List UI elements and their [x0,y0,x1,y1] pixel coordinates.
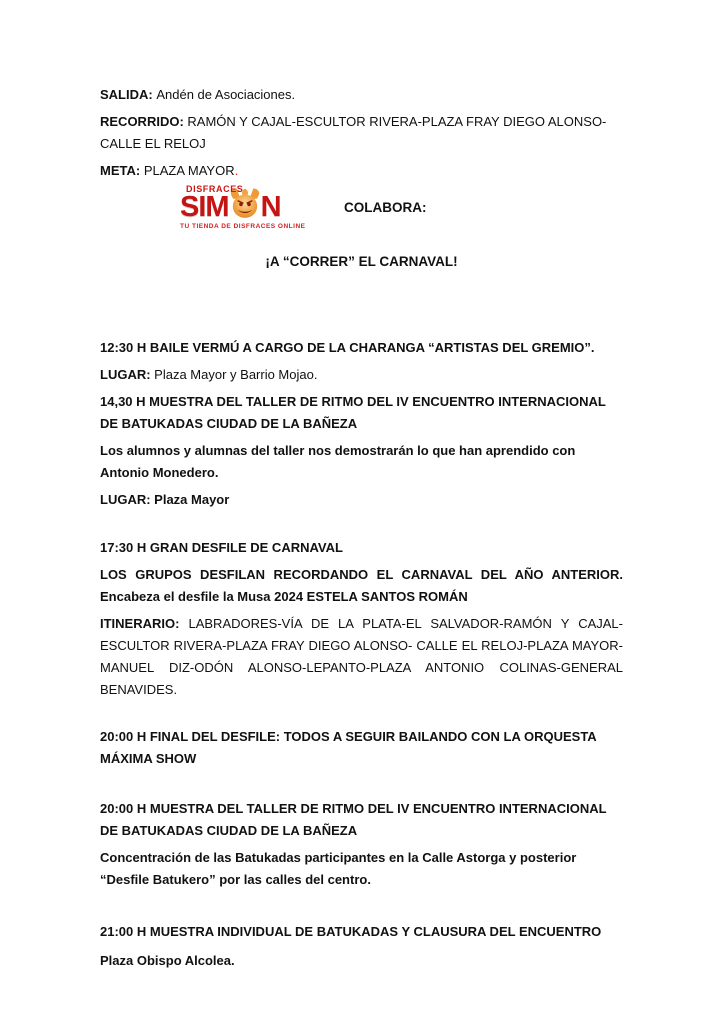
recorrido-value: RAMÓN Y CAJAL-ESCULTOR RIVERA-PLAZA FRAY DIEGO ALONSO-CALLE EL RELOJ [100,114,607,151]
logo-text-n: N [260,191,281,224]
event-1730-title: 17:30 H GRAN DESFILE DE CARNAVAL [100,540,343,555]
event-2100-title: 21:00 H MUESTRA INDIVIDUAL DE BATUKADAS Y CLAUSURA DEL ENCUENTRO [100,924,602,939]
salida-line [100,84,623,106]
meta-label: META: [100,163,144,178]
itinerario-label: ITINERARIO: [100,616,189,631]
event-1430-title: 14,30 H MUESTRA DEL TALLER DE RITMO DEL IV ENCUENTRO INTERNACIONAL DE BATUKADAS CIUDAD DE LA BAÑEZA [100,394,606,431]
lugar-label: LUGAR: [100,367,155,382]
event-2000-final-title: 20:00 H FINAL DEL DESFILE: TODOS A SEGUIR BAILANDO CON LA ORQUESTA MÁXIMA SHOW [100,729,597,766]
meta-value: PLAZA MAYOR [143,163,235,178]
logo-text-sim: SIM [180,191,229,224]
event-1730-desc: LOS GRUPOS DESFILAN RECORDANDO EL CARNAVAL DEL AÑO ANTERIOR. Encabeza el desfile la Musa 2024 ESTELA SANTOS ROMÁN [100,567,623,604]
lugar-value: Plaza Mayor y Barrio Mojao. [154,367,318,382]
event-2000-muestra-desc: Concentración de las Batukadas participantes en la Calle Astorga y posterior “Desfile Batukero” por las calles del centro. [100,850,577,887]
salida-value: Andén de Asociaciones. [156,87,296,102]
itinerario-line [100,613,623,701]
sponsor-row [180,179,623,237]
event-1230-lugar [100,364,623,386]
logo-tagline: TU TIENDA DE DISFRACES ONLINE [180,223,306,231]
event-1430-desc: Los alumnos y alumnas del taller nos demostrarán lo que han aprendido con Antonio Monedero. [100,443,576,480]
disfraces-simon-logo [180,185,334,231]
recorrido-line [100,111,623,155]
meta-period: . [234,163,239,178]
document-content [100,84,623,977]
colabora-label: COLABORA: [344,200,427,215]
logo-brand-top: DISFRACES [186,184,244,195]
salida-label: SALIDA: [100,87,157,102]
recorrido-label: RECORRIDO: [100,114,188,129]
jester-mascot-icon [229,199,261,217]
itinerario-value: LABRADORES-VÍA DE LA PLATA-EL SALVADOR-RAMÓN Y CAJAL-ESCULTOR RIVERA-PLAZA FRAY DIEGO ALONSO- CALLE EL RELOJ-PLAZA MAYOR-MANUEL DIZ-ODÓN ALONSO-LEPANTO-PLAZA ANTONIO COLINAS-GENERAL BENAVIDES. [100,616,623,697]
event-1230-title: 12:30 H BAILE VERMÚ A CARGO DE LA CHARANGA “ARTISTAS DEL GREMIO”. [100,340,595,355]
event-2000-muestra-title: 20:00 H MUESTRA DEL TALLER DE RITMO DEL IV ENCUENTRO INTERNACIONAL DE BATUKADAS CIUDAD DE LA BAÑEZA [100,801,607,838]
slogan-line: ¡A “CORRER” EL CARNAVAL! [265,254,458,269]
event-1430-lugar: LUGAR: Plaza Mayor [100,492,230,507]
event-2100-lugar: Plaza Obispo Alcolea. [100,953,235,968]
logo-main [180,193,281,222]
